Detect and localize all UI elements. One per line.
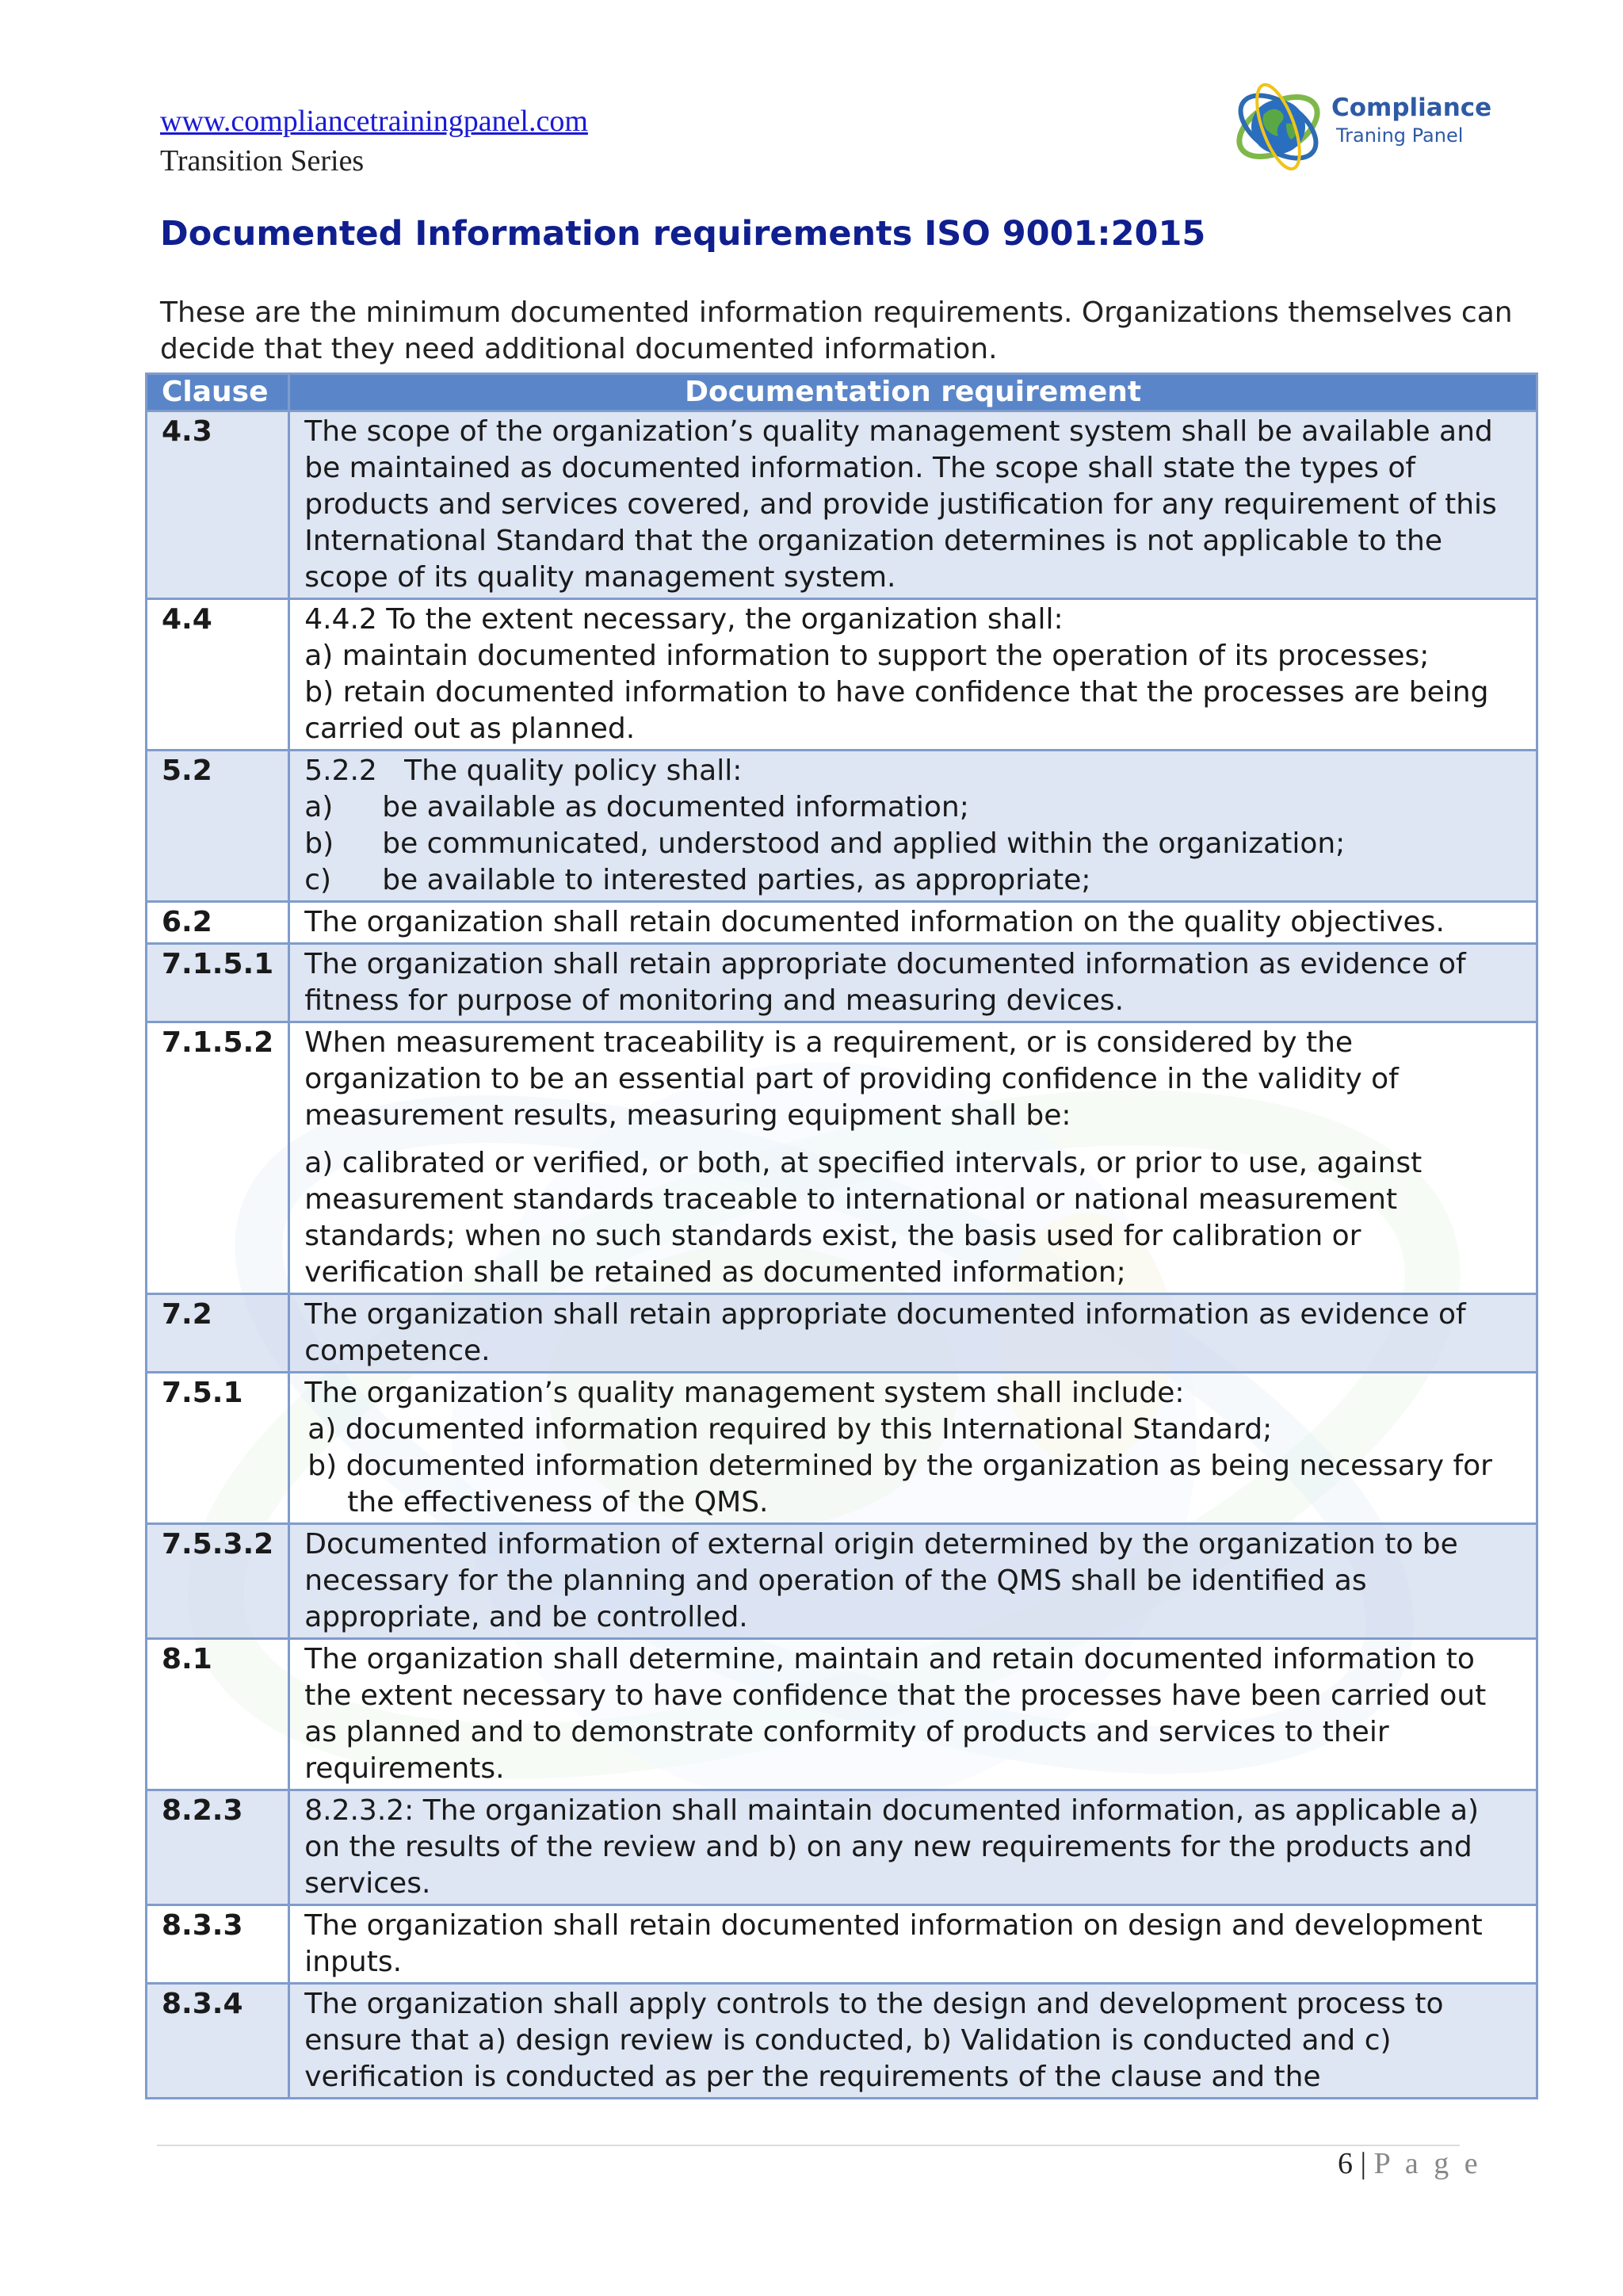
table-row bbox=[147, 599, 1537, 751]
clause-cell: 4.4 bbox=[147, 599, 289, 751]
requirement-item: a) documented information required by this International Standard; bbox=[307, 1413, 1273, 1446]
page-word: P a g e bbox=[1373, 2147, 1482, 2180]
requirement-cell: 8.2.3.2: The organization shall maintain documented information, as applicable a) on the results of the review and b) on any new requirements for the products and services. bbox=[289, 1790, 1537, 1905]
requirement-cell bbox=[289, 751, 1537, 902]
requirement-item-continued: the effectiveness of the QMS. bbox=[347, 1486, 769, 1519]
requirement-lead: 5.2.2 The quality policy shall: bbox=[304, 755, 743, 787]
requirement-cell: The organization shall determine, maintain and retain documented information to the extent necessary to have confidence that the processes have been carried out as planned and to demonstrate conformity of products and services to their requirements. bbox=[289, 1639, 1537, 1790]
item-text: be communicated, understood and applied within the organization; bbox=[382, 827, 1346, 860]
requirement-item: a) maintain documented information to support the operation of its processes; bbox=[304, 640, 1430, 672]
requirement-lead: The organization’s quality management system shall include: bbox=[304, 1377, 1185, 1409]
table-row bbox=[147, 902, 1537, 944]
page-number bbox=[1338, 2144, 1482, 2183]
page-header bbox=[160, 101, 588, 181]
item-text: be available to interested parties, as appropriate; bbox=[382, 864, 1091, 896]
requirement-cell: Documented information of external origin determined by the organization to be necessary for the planning and operation of the QMS shall be identified as appropriate, and be controlled. bbox=[289, 1524, 1537, 1639]
clause-cell: 8.3.3 bbox=[147, 1905, 289, 1984]
table-row bbox=[147, 1022, 1537, 1294]
requirement-cell: The organization shall retain appropriate documented information as evidence of competence. bbox=[289, 1294, 1537, 1373]
table-row bbox=[147, 411, 1537, 599]
site-link[interactable]: www.compliancetrainingpanel.com bbox=[160, 105, 588, 138]
requirement-cell: The organization shall retain appropriate documented information as evidence of fitness for purpose of monitoring and measuring devices. bbox=[289, 944, 1537, 1022]
table-row bbox=[147, 1905, 1537, 1984]
requirement-item bbox=[304, 826, 1522, 862]
table-row bbox=[147, 1294, 1537, 1373]
requirement-paragraph: a) calibrated or verified, or both, at specified intervals, or prior to use, against measurement standards traceable to international or national measurement standards; when no such standards exist, the basis used for calibration or verification shall be retained as documented information; bbox=[304, 1147, 1423, 1289]
clause-cell: 8.3.4 bbox=[147, 1984, 289, 2099]
requirement-column-header: Documentation requirement bbox=[289, 374, 1537, 411]
clause-cell: 7.1.5.1 bbox=[147, 944, 289, 1022]
series-label: Transition Series bbox=[160, 144, 365, 178]
clause-cell: 7.5.1 bbox=[147, 1373, 289, 1524]
company-logo bbox=[1232, 76, 1494, 181]
clause-column-header: Clause bbox=[147, 374, 289, 411]
item-letter: c) bbox=[304, 864, 332, 896]
logo-line-2: Traning Panel bbox=[1336, 124, 1464, 147]
requirement-item bbox=[304, 862, 1522, 899]
documentation-requirements-table bbox=[145, 372, 1538, 2099]
requirement-item bbox=[304, 789, 1522, 826]
item-letter: a) bbox=[304, 791, 334, 823]
requirement-item: b) retain documented information to have confidence that the processes are being carried out as planned. bbox=[304, 676, 1489, 745]
clause-cell: 8.2.3 bbox=[147, 1790, 289, 1905]
requirement-paragraph: When measurement traceability is a requirement, or is considered by the organization to be an essential part of providing confidence in the validity of measurement results, measuring equipment shall be: bbox=[304, 1026, 1399, 1132]
intro-paragraph: These are the minimum documented information requirements. Organizations themselves can decide that they need additional documented information. bbox=[160, 296, 1513, 365]
requirement-cell bbox=[289, 599, 1537, 751]
logo-line-1: Compliance bbox=[1331, 94, 1492, 122]
item-letter: b) bbox=[304, 827, 334, 860]
table-row bbox=[147, 1639, 1537, 1790]
page-number-value: 6 bbox=[1338, 2147, 1353, 2180]
page-number-separator: | bbox=[1360, 2147, 1367, 2180]
table-row bbox=[147, 944, 1537, 1022]
requirement-lead: 4.4.2 To the extent necessary, the organization shall: bbox=[304, 603, 1064, 636]
table-header-row bbox=[147, 374, 1537, 411]
requirement-item: b) documented information determined by the organization as being necessary for bbox=[307, 1450, 1492, 1482]
requirement-cell: The organization shall retain documented information on the quality objectives. bbox=[289, 902, 1537, 944]
requirement-cell bbox=[289, 1022, 1537, 1294]
table-row bbox=[147, 1524, 1537, 1639]
clause-cell: 7.1.5.2 bbox=[147, 1022, 289, 1294]
clause-cell: 7.5.3.2 bbox=[147, 1524, 289, 1639]
clause-cell: 4.3 bbox=[147, 411, 289, 599]
requirement-cell: The scope of the organization’s quality management system shall be available and be maintained as documented information. The scope shall state the types of products and services covered, and provide justification for any requirement of this International Standard that the organization determines is not applicable to the scope of its quality management system. bbox=[289, 411, 1537, 599]
table-row bbox=[147, 1373, 1537, 1524]
clause-cell: 8.1 bbox=[147, 1639, 289, 1790]
page-title: Documented Information requirements ISO 9001:2015 bbox=[160, 214, 1206, 254]
table-row bbox=[147, 751, 1537, 902]
clause-cell: 6.2 bbox=[147, 902, 289, 944]
clause-cell: 5.2 bbox=[147, 751, 289, 902]
item-text: be available as documented information; bbox=[382, 791, 969, 823]
requirement-cell: The organization shall retain documented information on design and development inputs. bbox=[289, 1905, 1537, 1984]
table-row bbox=[147, 1984, 1537, 2099]
footer-divider bbox=[157, 2145, 1460, 2146]
table-row bbox=[147, 1790, 1537, 1905]
globe-icon bbox=[1232, 76, 1324, 178]
clause-cell: 7.2 bbox=[147, 1294, 289, 1373]
requirement-cell bbox=[289, 1373, 1537, 1524]
requirement-cell: The organization shall apply controls to the design and development process to ensure that a) design review is conducted, b) Validation is conducted and c) verification is conducted as per the requirements of the clause and the bbox=[289, 1984, 1537, 2099]
